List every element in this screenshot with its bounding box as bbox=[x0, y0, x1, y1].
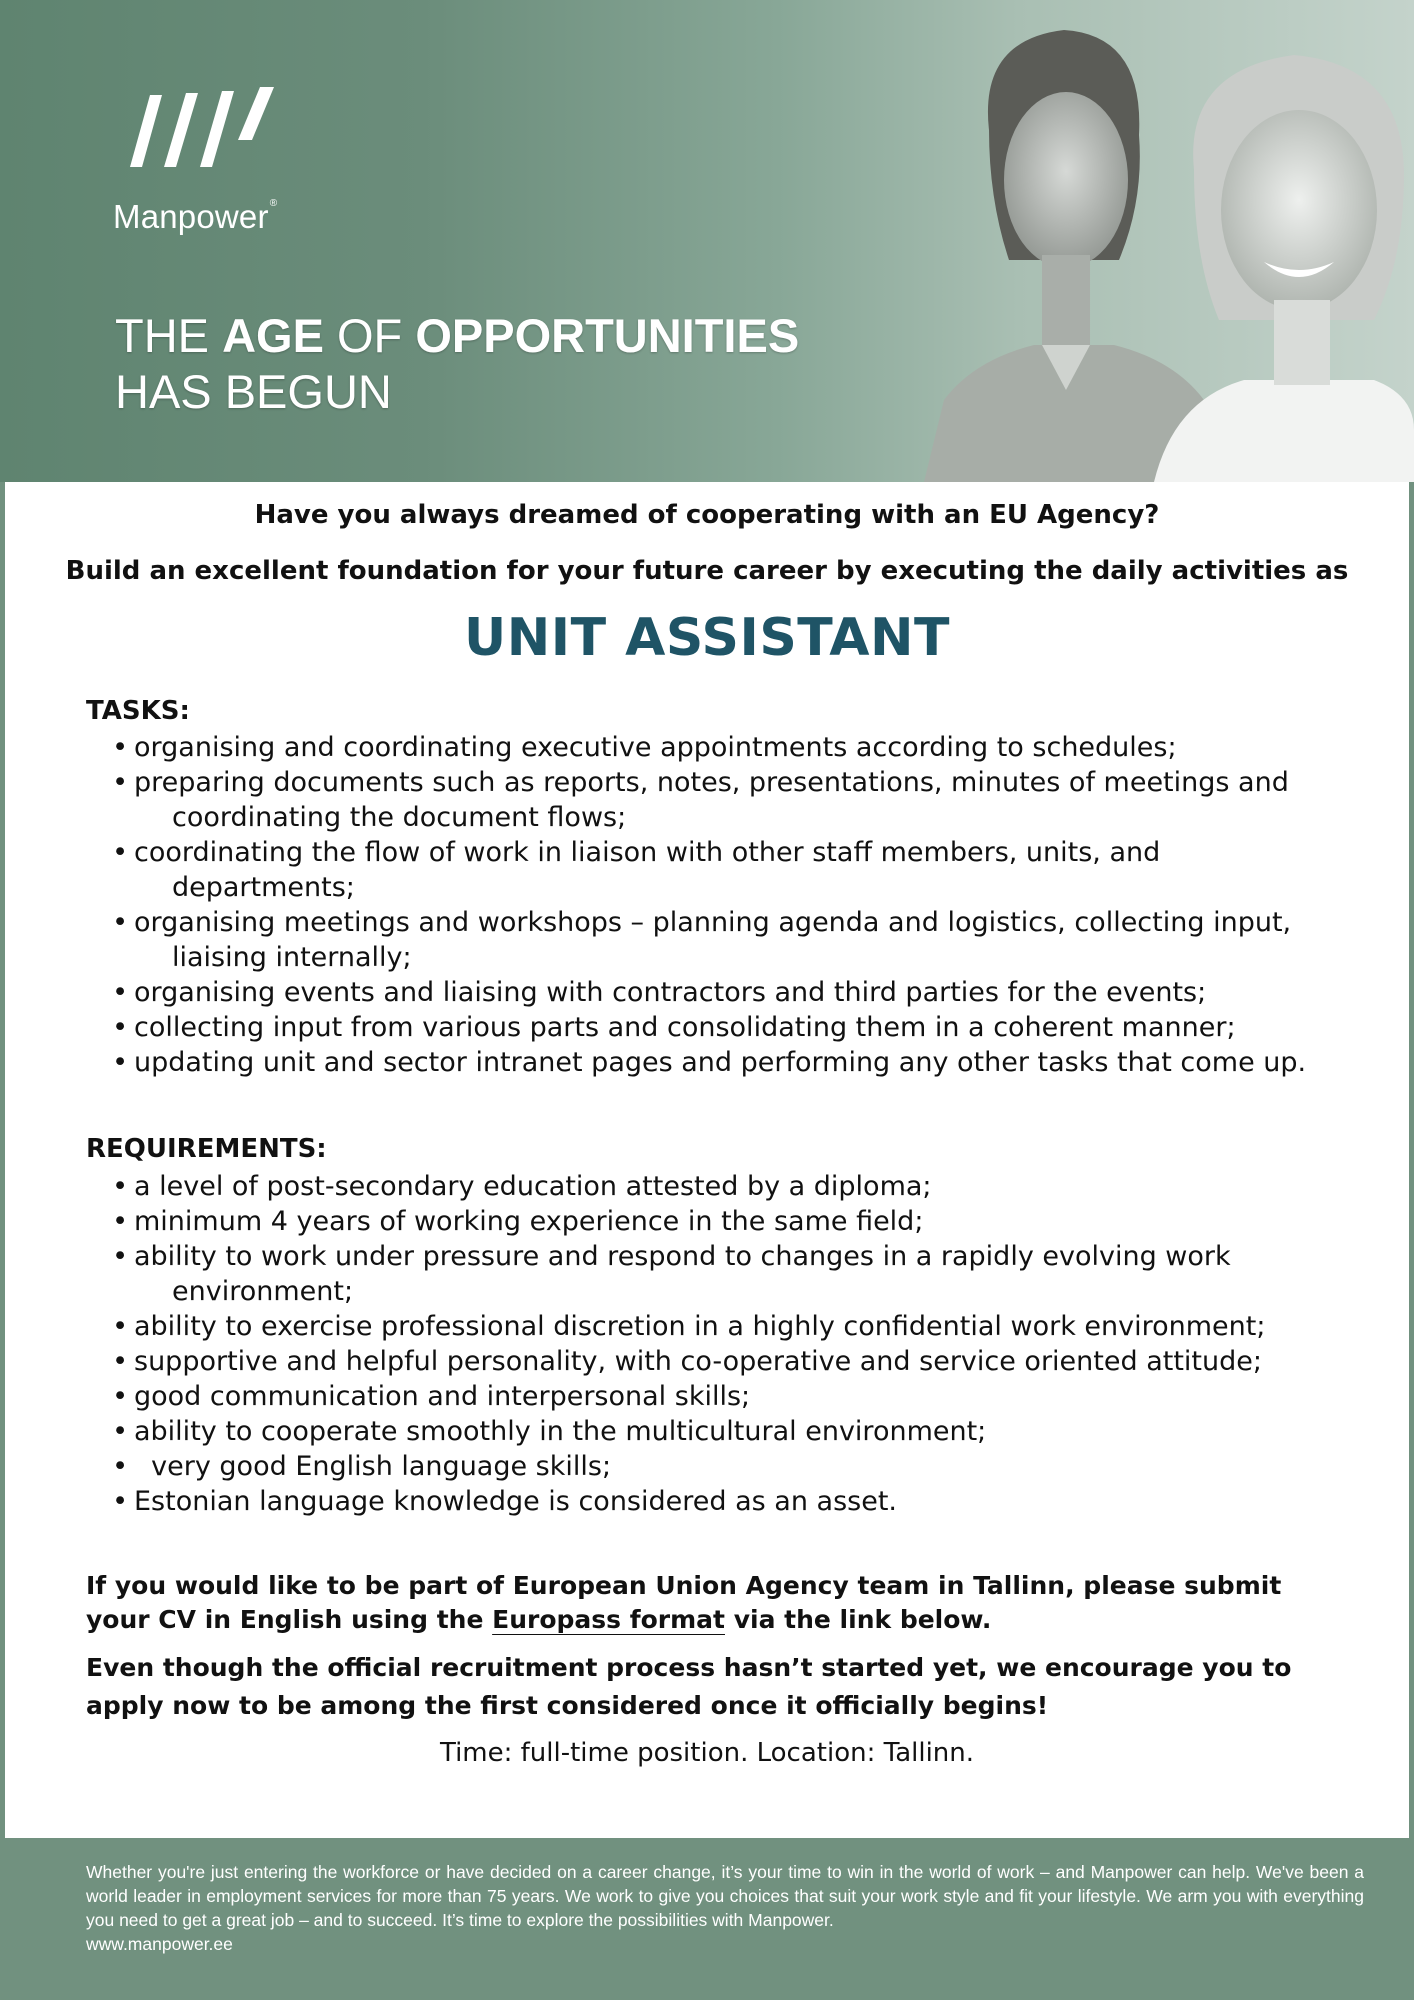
job-title: UNIT ASSISTANT bbox=[464, 608, 950, 668]
bullet-icon: • bbox=[112, 1381, 128, 1412]
bullet-icon: • bbox=[112, 732, 128, 763]
list-item-text: minimum 4 years of working experience in the same field; bbox=[134, 1206, 924, 1237]
bullet-icon: • bbox=[112, 1311, 128, 1342]
list-item bbox=[86, 765, 1336, 835]
intro-lead: Build an excellent foundation for your future career by executing the daily activities as bbox=[65, 556, 1349, 586]
bullet-icon: • bbox=[112, 767, 128, 798]
footer-about bbox=[86, 1860, 1364, 1956]
list-item-text: good communication and interpersonal skills; bbox=[134, 1381, 751, 1412]
list-item bbox=[86, 1204, 1336, 1239]
list-item-text: a level of post-secondary education attested by a diploma; bbox=[134, 1171, 932, 1202]
list-item-continuation: liaising internally; bbox=[172, 942, 412, 973]
bullet-icon: • bbox=[112, 1047, 128, 1078]
bullet-icon: • bbox=[112, 1171, 128, 1202]
hero-people-photo bbox=[774, 0, 1414, 482]
bullet-icon: • bbox=[112, 1012, 128, 1043]
tasks-heading: TASKS: bbox=[86, 696, 190, 726]
list-item-continuation: departments; bbox=[172, 872, 355, 903]
list-item-text: ability to work under pressure and respond to changes in a rapidly evolving work bbox=[134, 1241, 1231, 1272]
bullet-icon: • bbox=[112, 837, 128, 868]
requirements-heading: REQUIREMENTS: bbox=[86, 1134, 327, 1164]
europass-format-link[interactable]: Europass format bbox=[492, 1605, 725, 1634]
list-item bbox=[86, 905, 1336, 975]
list-item-text: organising and coordinating executive appointments according to schedules; bbox=[134, 732, 1177, 763]
list-item-text: Estonian language knowledge is considered as an asset. bbox=[134, 1486, 897, 1517]
bullet-icon: • bbox=[112, 977, 128, 1008]
bullet-icon: • bbox=[112, 1416, 128, 1447]
list-item bbox=[86, 1045, 1336, 1080]
list-item-text: collecting input from various parts and consolidating them in a coherent manner; bbox=[134, 1012, 1236, 1043]
list-item-text: coordinating the flow of work in liaison with other staff members, units, and bbox=[134, 837, 1161, 868]
footer-text: Whether you're just entering the workforce or have decided on a career change, it’s your time to win in the world of work – and Manpower can help. We've been a world leader in employment services for more than 75 years. We work to give you choices that suit your work style and fit your lifestyle. We arm you with everything you need to get a great job – and to succeed. It’s time to explore the possibilities with Manpower. bbox=[86, 1862, 1364, 1930]
apply-instructions: If you would like to be part of European Union Agency team in Tallinn, please submit your CV in English using the Europass format via the link below. bbox=[86, 1571, 1282, 1634]
apply-encouragement: Even though the official recruitment process hasn’t started yet, we encourage you to apply now to be among the first considered once it officially begins! bbox=[86, 1653, 1292, 1720]
footer-url[interactable]: www.manpower.ee bbox=[86, 1934, 233, 1954]
bullet-icon: • bbox=[112, 1486, 128, 1517]
hero-banner bbox=[0, 0, 1414, 482]
requirements-list bbox=[86, 1169, 1336, 1519]
list-item-text: updating unit and sector intranet pages and performing any other tasks that come up. bbox=[134, 1047, 1307, 1078]
position-details: Time: full-time position. Location: Tallinn. bbox=[439, 1738, 975, 1768]
list-item bbox=[86, 1239, 1336, 1309]
job-ad-panel bbox=[5, 482, 1409, 1838]
list-item-text: ability to exercise professional discretion in a highly confidential work environment; bbox=[134, 1311, 1266, 1342]
brand-name: Manpower® bbox=[113, 198, 278, 235]
list-item-continuation: environment; bbox=[172, 1276, 354, 1307]
list-item bbox=[86, 1449, 1336, 1484]
tasks-list bbox=[86, 730, 1336, 1080]
intro-question: Have you always dreamed of cooperating with an EU Agency? bbox=[254, 500, 1160, 530]
list-item bbox=[86, 1414, 1336, 1449]
list-item bbox=[86, 835, 1336, 905]
list-item bbox=[86, 1169, 1336, 1204]
bullet-icon: • bbox=[112, 1346, 128, 1377]
list-item-continuation: coordinating the document flows; bbox=[172, 802, 627, 833]
list-item-text: preparing documents such as reports, notes, presentations, minutes of meetings and bbox=[134, 767, 1289, 798]
list-item bbox=[86, 1010, 1336, 1045]
list-item bbox=[86, 1309, 1336, 1344]
list-item bbox=[86, 1484, 1336, 1519]
manpower-logo-icon bbox=[128, 85, 288, 175]
bullet-icon: • bbox=[112, 907, 128, 938]
hero-headline: THE AGE OF OPPORTUNITIES HAS BEGUN bbox=[115, 309, 800, 418]
list-item bbox=[86, 730, 1336, 765]
list-item-text: organising events and liaising with contractors and third parties for the events; bbox=[134, 977, 1207, 1008]
list-item-text: organising meetings and workshops – planning agenda and logistics, collecting input, bbox=[134, 907, 1292, 938]
list-item-text: ability to cooperate smoothly in the multicultural environment; bbox=[134, 1416, 987, 1447]
list-item bbox=[86, 975, 1336, 1010]
bullet-icon: • bbox=[112, 1241, 128, 1272]
bullet-icon: • bbox=[112, 1206, 128, 1237]
list-item bbox=[86, 1344, 1336, 1379]
list-item bbox=[86, 1379, 1336, 1414]
bullet-icon: • bbox=[112, 1451, 128, 1482]
list-item-text: supportive and helpful personality, with co-operative and service oriented attitude; bbox=[134, 1346, 1262, 1377]
list-item-text: very good English language skills; bbox=[134, 1451, 612, 1482]
